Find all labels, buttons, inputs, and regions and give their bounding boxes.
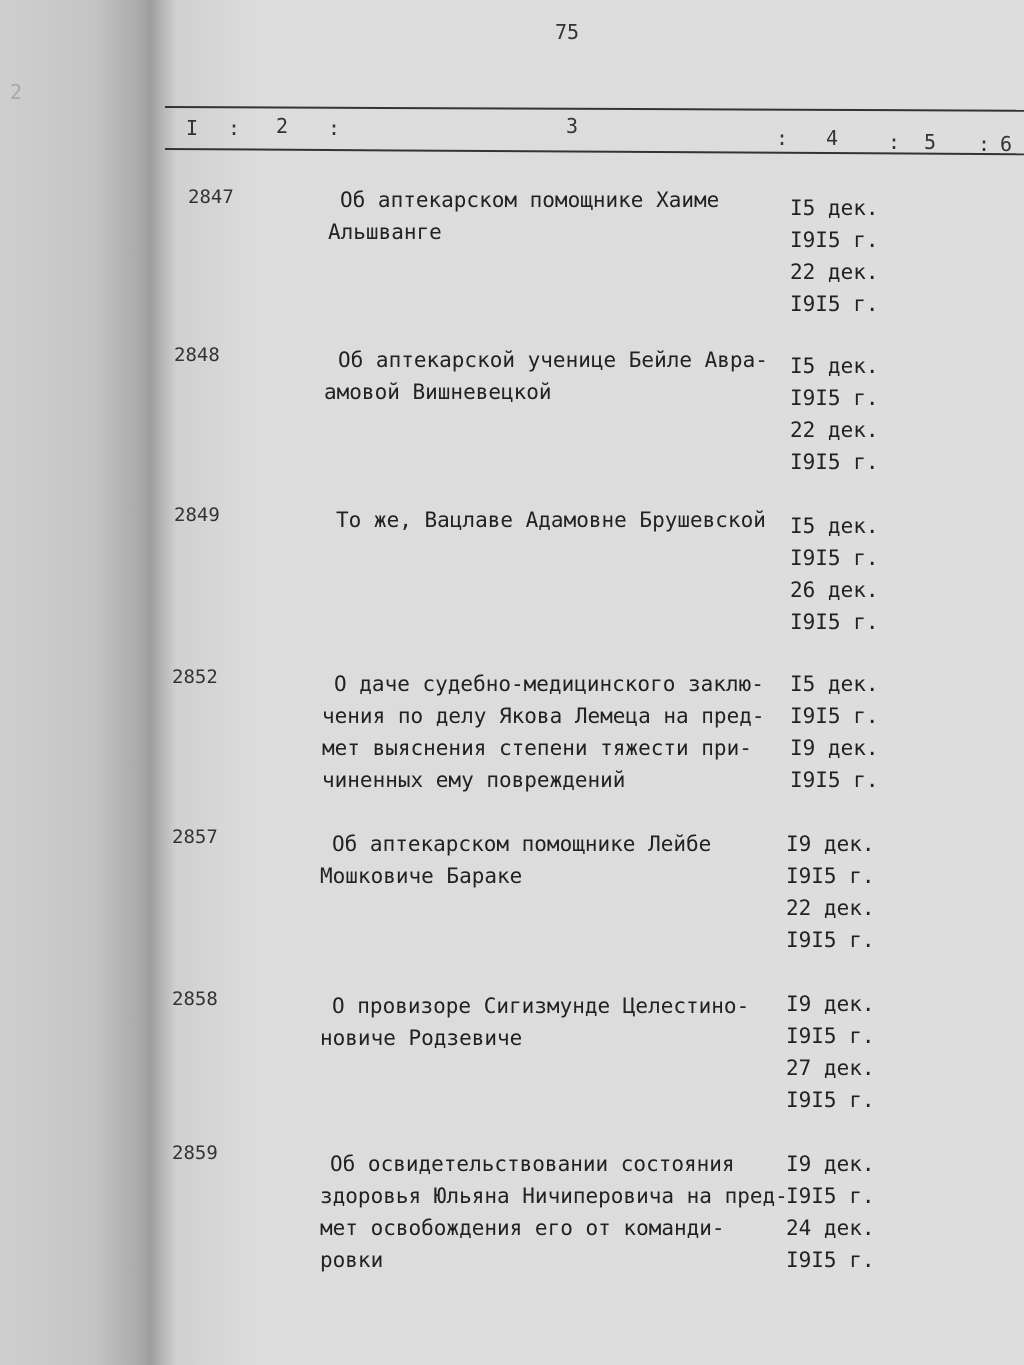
date-line: I9I5 г. [790,610,879,634]
entry-dates [790,192,879,320]
description-line: О провизоре Сигизмунде Целестино- [332,994,750,1018]
entry-number: 2858 [172,988,218,1010]
entry-description [322,668,765,796]
column-separator: : [776,126,789,150]
entry-dates [790,668,879,796]
left-page-gutter [0,0,160,1365]
date-line: I9I5 г. [786,1248,875,1272]
date-line: I5 дек. [790,514,879,538]
description-line: Об аптекарском помощнике Хаиме [340,188,720,212]
description-line: чиненных ему повреждений [322,768,626,792]
date-line: 22 дек. [790,418,879,442]
description-line: здоровья Юльяна Ничиперовича на пред- [320,1184,788,1208]
entry-number: 2852 [172,666,218,688]
date-line: I9 дек. [786,1152,875,1176]
date-line: I9I5 г. [790,386,879,410]
entry-description [336,504,766,536]
entry-dates [786,1148,875,1276]
description-line: То же, Вацлаве Адамовне Брушевской [336,508,766,532]
date-line: I9 дек. [786,992,875,1016]
date-line: I9 дек. [786,832,875,856]
description-line: Альшванге [328,220,442,244]
column-header: 6 [1000,132,1013,156]
date-line: I9I5 г. [790,546,879,570]
entry-description [324,344,768,408]
entry-number: 2849 [174,504,220,526]
column-header: 4 [826,126,839,150]
date-line: 22 дек. [786,896,875,920]
entry-description [320,1148,788,1276]
entry-dates [790,510,879,638]
description-line: Об аптекарской ученице Бейле Авра- [338,348,768,372]
date-line: I9I5 г. [786,928,875,952]
date-line: 27 дек. [786,1056,875,1080]
description-line: Мошковиче Бараке [320,864,523,888]
column-separator: : [888,130,901,154]
entry-dates [790,350,879,478]
column-header: 3 [566,114,579,138]
date-line: I9I5 г. [790,292,879,316]
description-line: Об освидетельствовании состояния [330,1152,735,1176]
entry-number: 2857 [172,826,218,848]
bleed-through-mark: 2 [10,80,23,104]
description-line: новиче Родзевиче [320,1026,523,1050]
entry-description [328,184,720,248]
entry-description [320,828,712,892]
description-line: амовой Вишневецкой [324,380,552,404]
date-line: I9I5 г. [790,704,879,728]
column-header: I [186,116,199,140]
column-separator: : [328,116,341,140]
date-line: I9I5 г. [786,864,875,888]
description-line: Об аптекарском помощнике Лейбе [332,832,712,856]
description-line: мет освобождения его от команди- [320,1216,725,1240]
description-line: мет выяснения степени тяжести при- [322,736,752,760]
entry-description [320,990,750,1054]
entry-number: 2847 [188,186,234,208]
date-line: I9I5 г. [786,1024,875,1048]
date-line: I9I5 г. [790,450,879,474]
description-line: чения по делу Якова Лемеца на пред- [322,704,765,728]
column-separator: : [978,132,991,156]
column-separator: : [228,116,241,140]
date-line: 26 дек. [790,578,879,602]
date-line: I5 дек. [790,354,879,378]
description-line: О даче судебно-медицинского заклю- [334,672,764,696]
page-number: 75 [555,20,580,44]
date-line: I9I5 г. [786,1088,875,1112]
entry-number: 2859 [172,1142,218,1164]
date-line: 24 дек. [786,1216,875,1240]
date-line: 22 дек. [790,260,879,284]
column-header: 5 [924,130,937,154]
description-line: ровки [320,1248,384,1272]
entry-dates [786,828,875,956]
date-line: I5 дек. [790,196,879,220]
date-line: I9I5 г. [790,768,879,792]
entry-dates [786,988,875,1116]
date-line: I9 дек. [790,736,879,760]
date-line: I9I5 г. [786,1184,875,1208]
date-line: I5 дек. [790,672,879,696]
date-line: I9I5 г. [790,228,879,252]
column-header: 2 [276,114,289,138]
entry-number: 2848 [174,344,220,366]
